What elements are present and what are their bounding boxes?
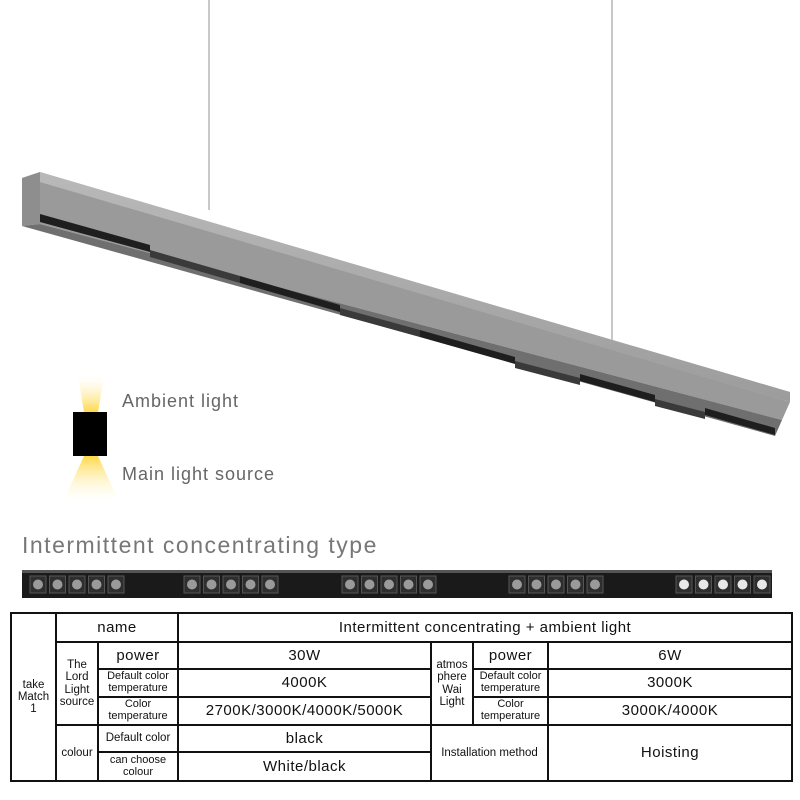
led-lens xyxy=(187,580,197,590)
main-default-ct-label: Default color temperature xyxy=(98,669,178,697)
led-lens xyxy=(33,580,43,590)
led-lens xyxy=(423,580,433,590)
installation-method-label: Installation method xyxy=(431,725,548,781)
led-lens xyxy=(226,580,236,590)
led-lens xyxy=(551,580,561,590)
name-label: name xyxy=(56,613,178,642)
type-title: Intermittent concentrating type xyxy=(22,532,378,558)
led-lens xyxy=(679,580,689,590)
ambient-default-ct-value: 3000K xyxy=(548,669,792,697)
main-ct-label: Color temperature xyxy=(98,697,178,725)
atmosphere-light-label: atmos phere Wai Light xyxy=(431,642,473,725)
main-power-value: 30W xyxy=(178,642,431,669)
led-lens xyxy=(571,580,581,590)
main-light-source-label: Main light source xyxy=(122,464,276,484)
led-lens xyxy=(757,580,767,590)
installation-method-value: Hoisting xyxy=(548,725,792,781)
led-lens xyxy=(512,580,522,590)
ambient-default-ct-label: Default color temperature xyxy=(473,669,548,697)
led-lens xyxy=(699,580,709,590)
led-lens xyxy=(404,580,414,590)
led-lens xyxy=(92,580,102,590)
ambient-ct-label: Color temperature xyxy=(473,697,548,725)
led-lens xyxy=(532,580,542,590)
fixture-bottom-view xyxy=(22,570,772,598)
ambient-power-label: power xyxy=(473,642,548,669)
colour-label: colour xyxy=(56,725,98,781)
led-lens xyxy=(718,580,728,590)
default-color-label: Default color xyxy=(98,725,178,752)
led-lens xyxy=(384,580,394,590)
ambient-light-label: Ambient light xyxy=(122,391,240,411)
led-lens xyxy=(345,580,355,590)
main-power-label: power xyxy=(98,642,178,669)
led-lens xyxy=(365,580,375,590)
ambient-ct-value: 3000K/4000K xyxy=(548,697,792,725)
take-match-cell: take Match 1 xyxy=(11,613,56,781)
main-default-ct-value: 4000K xyxy=(178,669,431,697)
choose-colour-value: White/black xyxy=(178,752,431,781)
choose-colour-label: can choose colour xyxy=(98,752,178,781)
led-lens xyxy=(265,580,275,590)
led-lens xyxy=(590,580,600,590)
led-lens xyxy=(207,580,217,590)
specification-table xyxy=(10,612,793,782)
led-lens xyxy=(246,580,256,590)
led-lens xyxy=(111,580,121,590)
led-lens xyxy=(53,580,63,590)
name-value: Intermittent concentrating + ambient light xyxy=(178,613,792,642)
light-distribution-icon xyxy=(64,376,118,500)
default-color-value: black xyxy=(178,725,431,752)
led-lens xyxy=(738,580,748,590)
ambient-power-value: 6W xyxy=(548,642,792,669)
led-lens xyxy=(72,580,82,590)
main-ct-value: 2700K/3000K/4000K/5000K xyxy=(178,697,431,725)
lord-light-source-label: The Lord Light source xyxy=(56,642,98,725)
